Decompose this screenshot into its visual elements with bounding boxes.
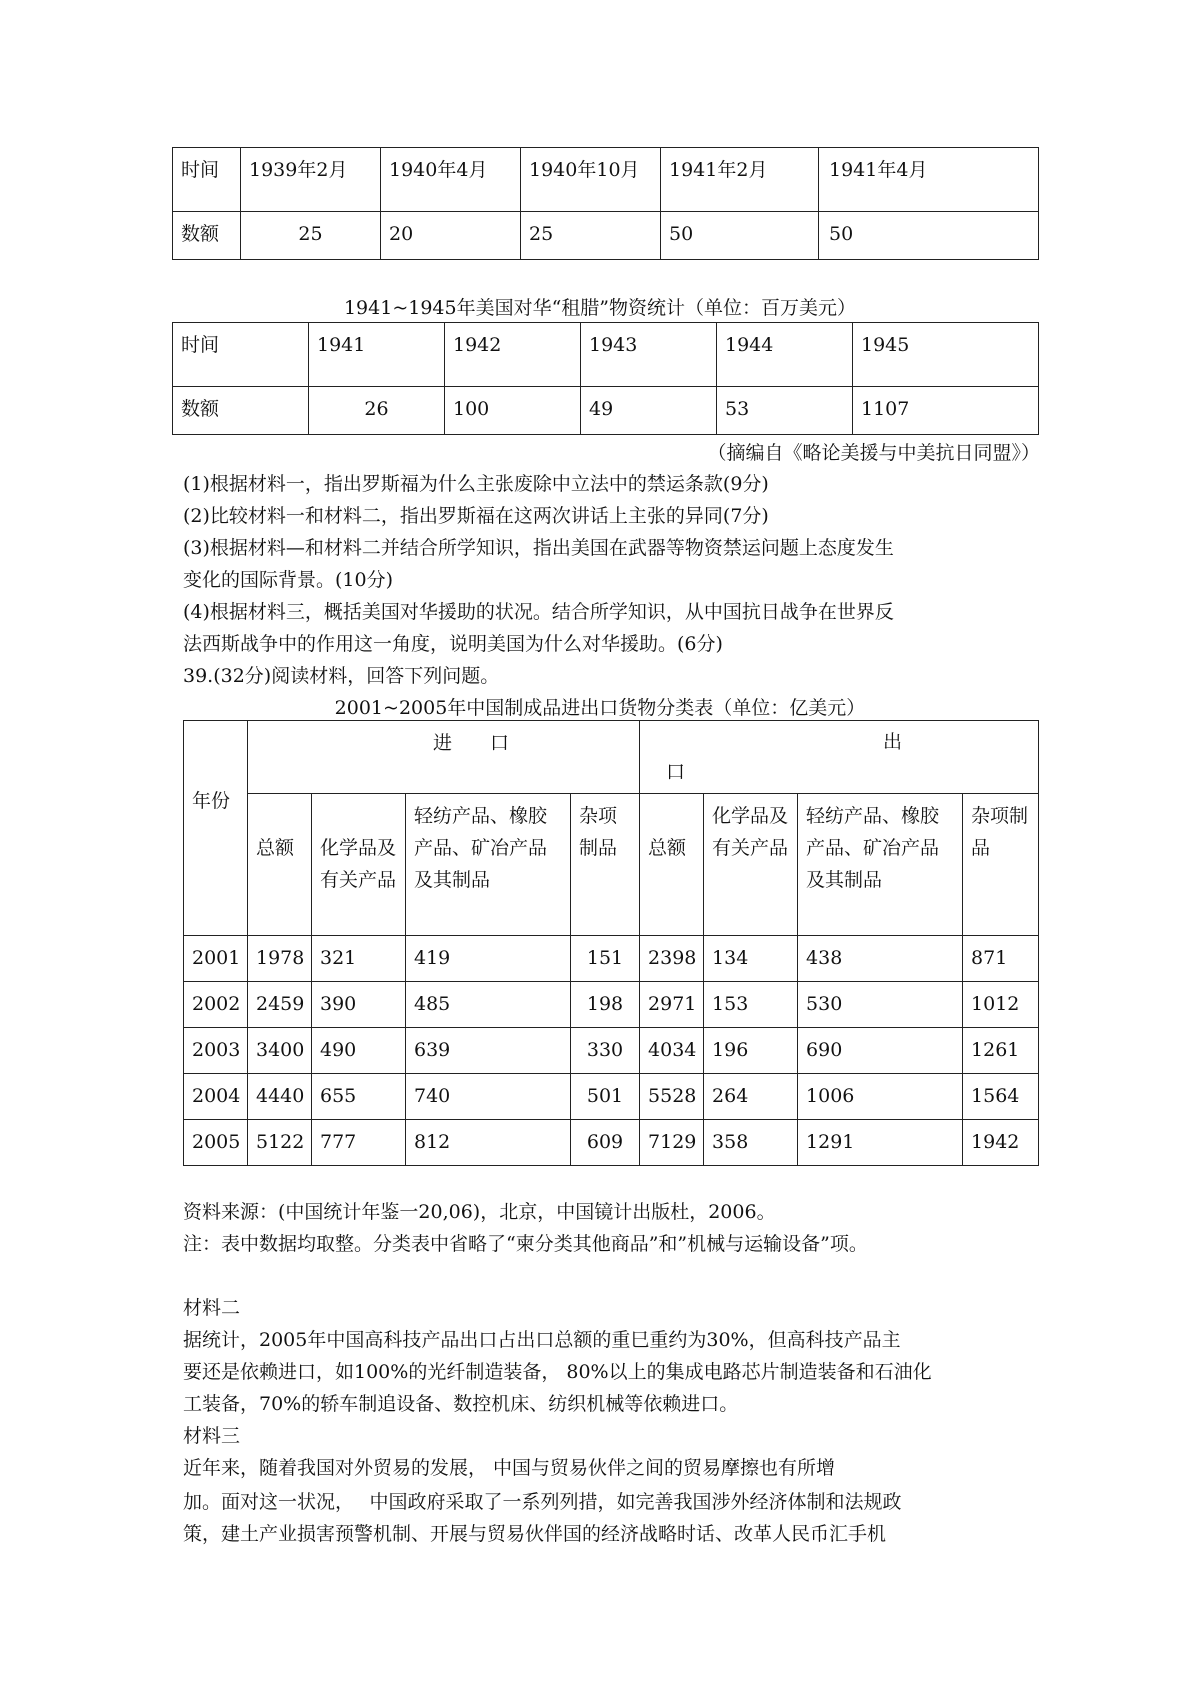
question-line: 39.(32分)阅读材料，回答下列问题。 <box>183 665 500 687</box>
table-2 <box>172 322 1039 435</box>
table-1-header-cell: 时间 <box>173 148 241 212</box>
table-1-cell: 25 <box>241 212 381 260</box>
table-2-cell: 1107 <box>853 387 1039 435</box>
table-3-sub-header: 化学品及有关产品 <box>704 794 798 936</box>
question-line: 变化的国际背景。(10分) <box>183 569 394 591</box>
table-cell: 2005 <box>184 1120 248 1166</box>
table-cell: 1978 <box>248 936 312 982</box>
table-cell: 1942 <box>963 1120 1039 1166</box>
table-note: 注：表中数据均取整。分类表中省略了“柬分类其他商品”和”机械与运输设备”项。 <box>183 1233 868 1255</box>
table-cell: 655 <box>312 1074 406 1120</box>
table-row <box>184 982 1039 1028</box>
table-3-export-header <box>640 721 1039 794</box>
table-2-cell: 100 <box>445 387 581 435</box>
table-cell: 134 <box>704 936 798 982</box>
table-cell: 740 <box>406 1074 571 1120</box>
table-2-header-cell: 1944 <box>717 323 853 387</box>
table-cell: 5122 <box>248 1120 312 1166</box>
table-1-cell: 50 <box>661 212 819 260</box>
question-line: (1)根据材料一，指出罗斯福为什么主张废除中立法中的禁运条款(9分) <box>183 473 769 495</box>
table-2-cell: 数额 <box>173 387 309 435</box>
table-3-sub-header: 化学品及有关产品 <box>312 794 406 936</box>
table-cell: 198 <box>571 982 640 1028</box>
table-cell: 777 <box>312 1120 406 1166</box>
table-3-sub-header: 轻纺产品、橡胶产品、矿冶产品及其制品 <box>406 794 571 936</box>
table-cell: 690 <box>798 1028 963 1074</box>
question-line: (3)根据材料—和材料二并结合所学知识，指出美国在武器等物资禁运问题上态度发生 <box>183 537 894 559</box>
table-cell: 2003 <box>184 1028 248 1074</box>
table-3-sub-header: 总额 <box>640 794 704 936</box>
table-1-cell: 25 <box>521 212 661 260</box>
table-cell: 871 <box>963 936 1039 982</box>
material-3-line: 近年来，随着我国对外贸易的发展， 中国与贸易伙伴之间的贸易摩擦也有所增 <box>183 1457 836 1479</box>
table-1-header-row <box>173 148 1039 212</box>
table-3-export-header-line-1: 出 <box>883 731 903 753</box>
table-3-sub-header: 杂项制品 <box>963 794 1039 936</box>
table-cell: 1261 <box>963 1028 1039 1074</box>
table-cell: 2459 <box>248 982 312 1028</box>
table-1-cell: 数额 <box>173 212 241 260</box>
table-cell: 812 <box>406 1120 571 1166</box>
table-cell: 4440 <box>248 1074 312 1120</box>
table-1-cell: 20 <box>381 212 521 260</box>
table-cell: 2002 <box>184 982 248 1028</box>
material-2-line: 据统计，2005年中国高科技产品出口占出口总额的重巳重约为30%，但高科技产品主 <box>183 1329 901 1351</box>
table-2-header-row <box>173 323 1039 387</box>
table-2-header-cell: 1945 <box>853 323 1039 387</box>
table-cell: 7129 <box>640 1120 704 1166</box>
table-3-caption: 2001~2005年中国制成品进出口货物分类表（单位：亿美元） <box>334 697 866 719</box>
table-1-header-cell: 1939年2月 <box>241 148 381 212</box>
table-cell: 501 <box>571 1074 640 1120</box>
table-row <box>184 936 1039 982</box>
material-2-line: 要还是依赖进口，如100%的光纤制造装备， 80%以上的集成电路芯片制造装备和石油化 <box>183 1361 932 1383</box>
table-cell: 3400 <box>248 1028 312 1074</box>
table-2-source: （摘编自《略论美援与中美抗日同盟》） <box>707 442 1040 464</box>
table-cell: 639 <box>406 1028 571 1074</box>
table-1-header-cell: 1940年10月 <box>521 148 661 212</box>
table-cell: 530 <box>798 982 963 1028</box>
table-cell: 390 <box>312 982 406 1028</box>
table-3-sub-header: 轻纺产品、橡胶产品、矿冶产品及其制品 <box>798 794 963 936</box>
table-row <box>184 1074 1039 1120</box>
material-3-title: 材料三 <box>183 1425 241 1447</box>
table-cell: 1291 <box>798 1120 963 1166</box>
table-2-cell: 49 <box>581 387 717 435</box>
table-2-caption: 1941~1945年美国对华“租腊”物资统计（单位：百万美元） <box>343 297 857 319</box>
material-3-line: 加。面对这一状况， 中国政府采取了一系列列措，如完善我国涉外经济体制和法规政 <box>183 1491 902 1513</box>
table-cell: 5528 <box>640 1074 704 1120</box>
table-cell: 153 <box>704 982 798 1028</box>
table-3 <box>183 720 1039 1166</box>
table-3-import-header: 进 口 <box>248 721 640 794</box>
table-row <box>184 1028 1039 1074</box>
material-3-line: 策，建土产业损害预警机制、开展与贸易伙伴国的经济战略时话、改革人民币汇手机 <box>183 1523 887 1545</box>
table-3-export-header-line-2: 口 <box>666 761 686 783</box>
table-row <box>184 1120 1039 1166</box>
table-cell: 2398 <box>640 936 704 982</box>
table-1-header-cell: 1940年4月 <box>381 148 521 212</box>
table-1-header-cell: 1941年4月 <box>819 148 1039 212</box>
table-cell: 2004 <box>184 1074 248 1120</box>
table-2-cell: 26 <box>309 387 445 435</box>
table-1-data-row <box>173 212 1039 260</box>
table-cell: 330 <box>571 1028 640 1074</box>
table-cell: 1564 <box>963 1074 1039 1120</box>
question-line: (4)根据材料三，概括美国对华援助的状况。结合所学知识，从中国抗日战争在世界反 <box>183 601 894 623</box>
table-cell: 1012 <box>963 982 1039 1028</box>
table-cell: 264 <box>704 1074 798 1120</box>
table-2-header-cell: 时间 <box>173 323 309 387</box>
question-line: (2)比较材料一和材料二，指出罗斯福在这两次讲话上主张的异同(7分) <box>183 505 769 527</box>
table-cell: 2001 <box>184 936 248 982</box>
table-cell: 438 <box>798 936 963 982</box>
table-cell: 321 <box>312 936 406 982</box>
table-cell: 485 <box>406 982 571 1028</box>
table-cell: 490 <box>312 1028 406 1074</box>
table-3-sub-header-row <box>184 794 1039 936</box>
table-3-year-header: 年份 <box>184 721 248 936</box>
table-2-header-cell: 1942 <box>445 323 581 387</box>
table-2-cell: 53 <box>717 387 853 435</box>
question-line: 法西斯战争中的作用这一角度，说明美国为什么对华援助。(6分) <box>183 633 723 655</box>
table-cell: 419 <box>406 936 571 982</box>
source-note: 资料来源：(中国统计年鉴一20,06)，北京，中国镜计出版杜，2006。 <box>183 1201 776 1223</box>
table-cell: 358 <box>704 1120 798 1166</box>
table-3-sub-header: 杂项制品 <box>571 794 640 936</box>
table-cell: 609 <box>571 1120 640 1166</box>
table-1-header-cell: 1941年2月 <box>661 148 819 212</box>
table-3-sub-header: 总额 <box>248 794 312 936</box>
table-cell: 1006 <box>798 1074 963 1120</box>
table-cell: 2971 <box>640 982 704 1028</box>
table-cell: 4034 <box>640 1028 704 1074</box>
table-2-header-cell: 1943 <box>581 323 717 387</box>
table-2-data-row <box>173 387 1039 435</box>
material-2-title: 材料二 <box>183 1297 241 1319</box>
material-2-line: 工装备，70%的轿车制追设备、数控机床、纺织机械等依赖进口。 <box>183 1393 739 1415</box>
table-1-cell: 50 <box>819 212 1039 260</box>
table-cell: 196 <box>704 1028 798 1074</box>
table-2-header-cell: 1941 <box>309 323 445 387</box>
table-1 <box>172 147 1039 260</box>
table-cell: 151 <box>571 936 640 982</box>
table-3-group-header-row <box>184 721 1039 794</box>
